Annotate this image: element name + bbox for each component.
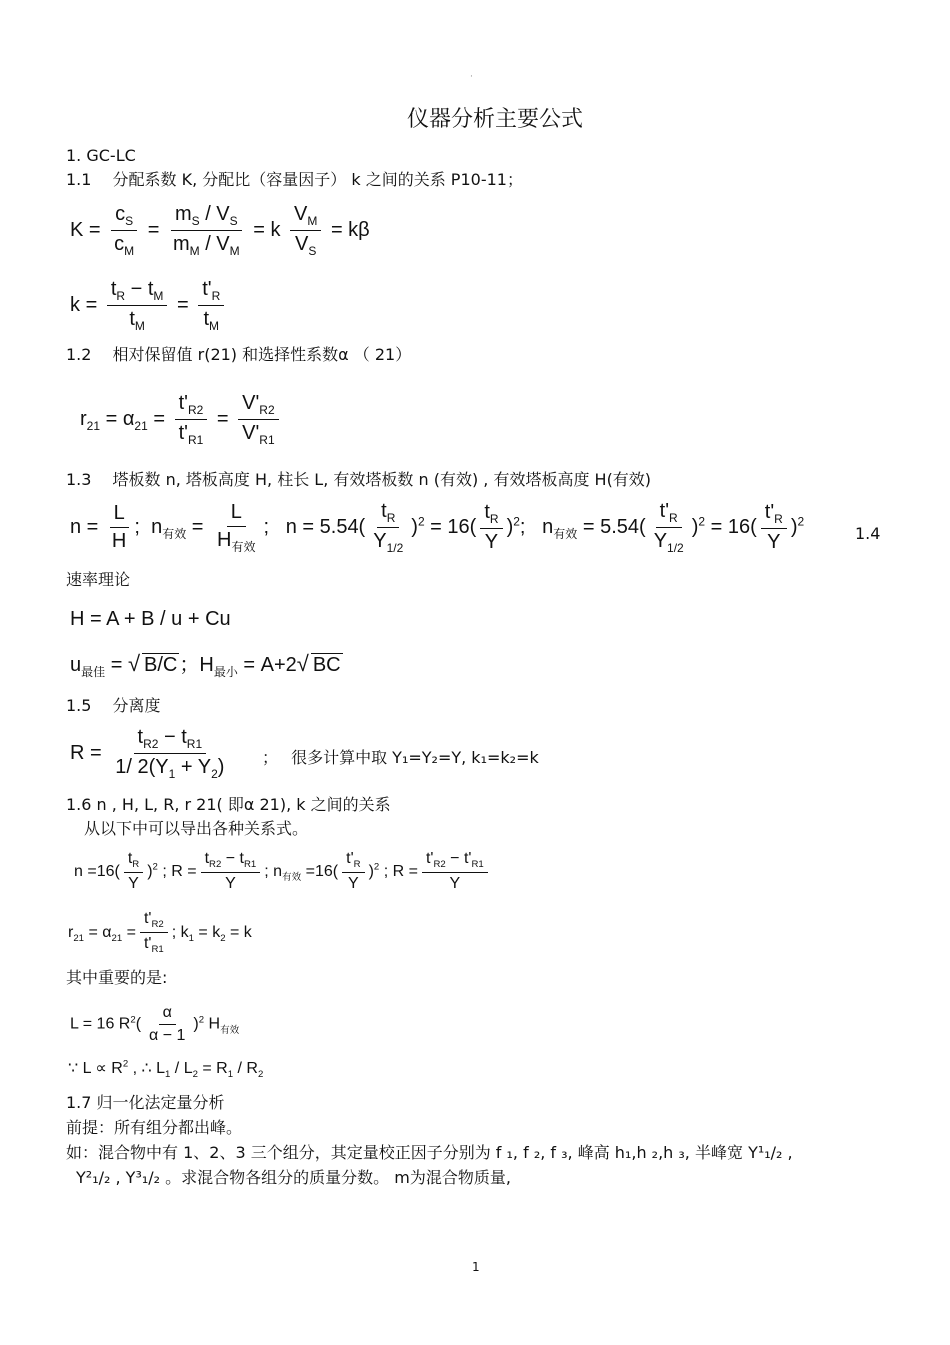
page-number: 1	[472, 1260, 480, 1274]
formula-K: K = $\frac{c_S}{c_M}$ = $\frac{m_S / V_S}{m_M / V_M}$ = k $\frac{V_M}{V_S}$ = kβ	[70, 203, 370, 258]
formula-plate-number: n = $\frac{L}{H}$ ; $n_{有效}$ = $\frac{L}{H_{有效}}$ ; n = 5.54( $\frac{t_R}{Y_{1/2}}$ )$^2$ = 16( $\frac{t_R}{Y}$ )$^2$; $n_{有效} = 5.54$( $\frac{t'_R}{Y_{1/2}}$ )$^2$ = 16( $\frac{t'_R}{Y}$ )$^2$	[70, 500, 805, 555]
section-1-1-heading: 1.1 分配系数 K, 分配比（容量因子） k 之间的关系 P10-11；	[66, 170, 523, 189]
example-line-2: Y²₁/₂ , Y³₁/₂ 。求混合物各组分的质量分数。 m为混合物质量,	[76, 1168, 511, 1187]
section-1-5-heading: 1.5 分离度	[66, 696, 161, 715]
formula-optimum: $u_{最佳}$ = √ B/C ；$H_{最小} = A+2√$ BC	[70, 651, 341, 679]
formula-k: k = $\frac{t_R - t_M}{t_M}$ = $\frac{t'_R}{t_M}$	[70, 278, 228, 333]
section-1-6-subtitle: 从以下中可以导出各种关系式。	[84, 819, 309, 838]
section-1-4-number: 1.4	[855, 524, 881, 543]
section-heading-gc-lc: 1. GC-LC	[66, 146, 136, 165]
section-1-2-heading: 1.2 相对保留值 r(21) 和选择性系数α （ 21）	[66, 345, 412, 364]
formula-van-deemter: H = A + B / u + Cu	[70, 608, 231, 630]
section-1-4-label: 速率理论	[66, 570, 131, 589]
formula-resolution: R = $\frac{t_{R2} - t_{R1}}{1/ 2(Y_1 + Y_2)}$	[70, 726, 225, 781]
formula-proportion: ∵ $L \propto R^2$ , ∴ $L_1 / L_2 = R_1 / R_2$	[68, 1058, 264, 1081]
section-1-7-heading: 1.7 归一化法定量分析	[66, 1093, 225, 1112]
example-line-1: 如：混合物中有 1、2、3 三个组分，其定量校正因子分别为 f ₁, f ₂, f ₃, 峰高 h₁,h ₂,h ₃, 半峰宽 Y¹₁/₂ ,	[66, 1143, 793, 1162]
formula-relations-2: $r_{21} = \alpha_{21}$ = $\frac{t'_{R2}}{t'_{R1}}$ ; $k_1 = k_2 = k$	[68, 910, 252, 956]
important-label: 其中重要的是:	[66, 968, 168, 987]
resolution-note: ； 很多计算中取 Y₁=Y₂=Y, k₁=k₂=k	[262, 748, 539, 767]
formula-relations-1: n =16( $\frac{t_R}{Y}$ )$^2$ ; R = $\frac{t_{R2} - t_{R1}}{Y}$ ; $n_{有效} =16$( $\frac{t'_R}{Y}$ )$^2$ ; R = $\frac{t'_{R2} - t'_{R1}}{Y}$	[74, 850, 492, 893]
header-mark: ·	[470, 72, 473, 82]
formula-r21: $r_{21} = \alpha_{21}$ = $\frac{t'_{R2}}{t'_{R1}}$ = $\frac{V'_{R2}}{V'_{R1}}$	[80, 392, 283, 447]
page-title: 仪器分析主要公式	[407, 107, 584, 132]
section-1-3-heading: 1.3 塔板数 n, 塔板高度 H, 柱长 L, 有效塔板数 n (有效) , 有效塔板高度 H(有效)	[66, 470, 652, 489]
formula-column-length: L = 16 $R^2$( $\frac{\alpha}{\alpha - 1}$ )$^2$ $H_{有效}$	[70, 1004, 240, 1044]
section-1-6-heading: 1.6 n , H, L, R, r 21( 即α 21), k 之间的关系	[66, 795, 391, 814]
premise-text: 前提：所有组分都出峰。	[66, 1118, 243, 1137]
